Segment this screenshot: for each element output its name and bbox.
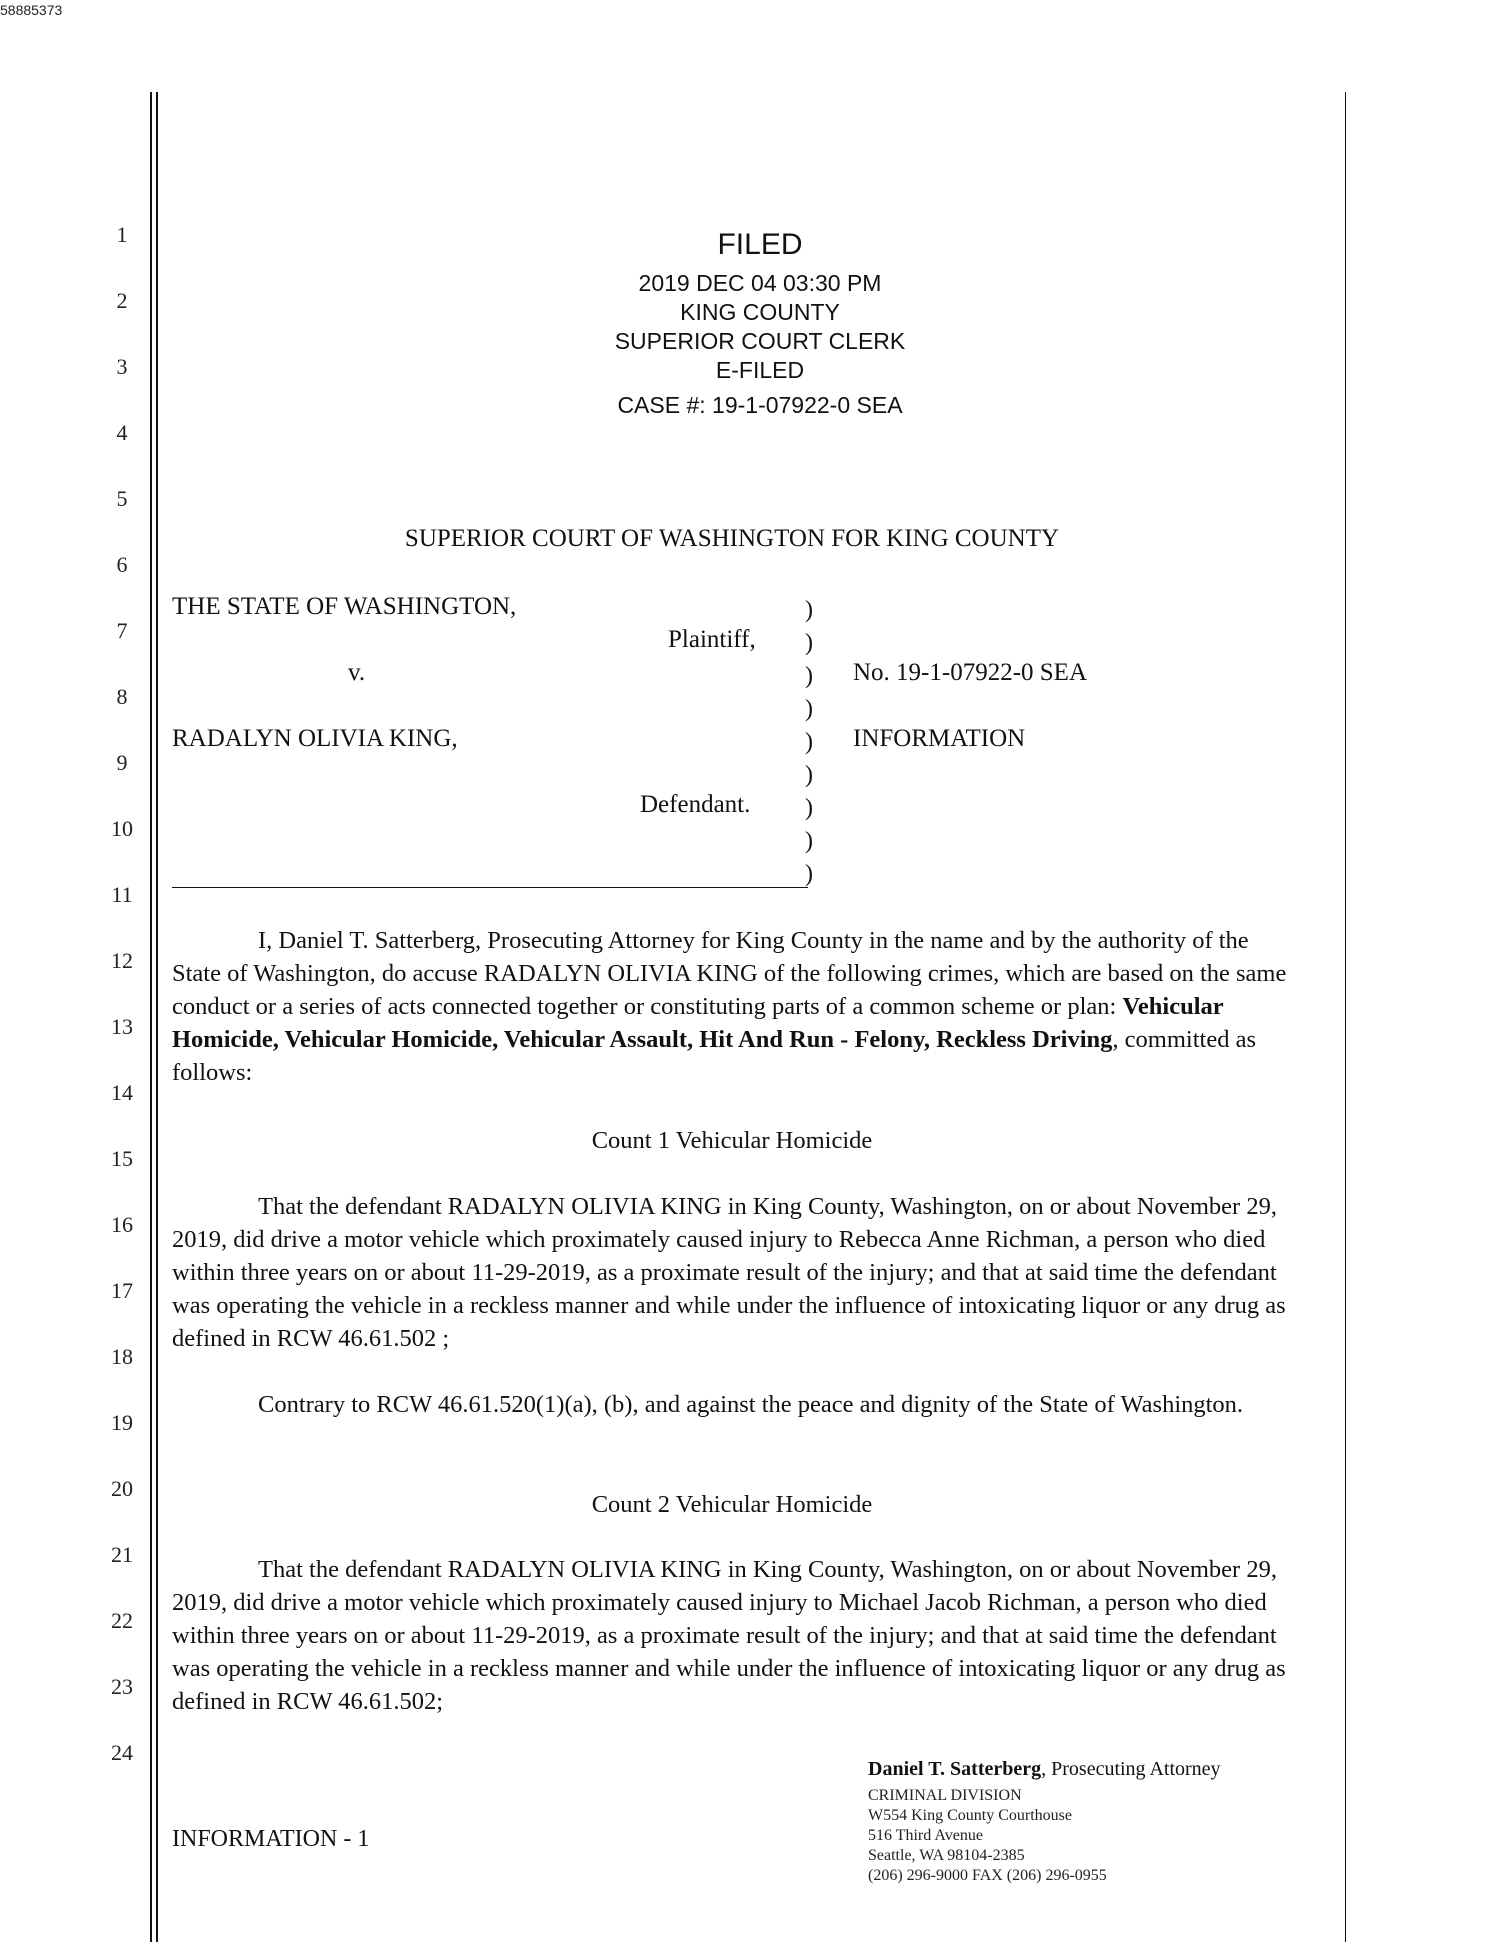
footer-address-2: 516 Third Avenue	[868, 1827, 983, 1844]
intro-tail: , committed as follows:	[172, 1026, 1256, 1086]
footer-division: CRIMINAL DIVISION	[868, 1787, 1022, 1804]
left-margin-rule-outer	[150, 92, 152, 1942]
line-number: 22	[111, 1608, 133, 1633]
count-1-text: That the defendant RADALYN OLIVIA KING in King County, Washington, on or about November 29, 2019, did drive a motor vehicle which proximately caused injury to Rebecca Anne Richman, a person who died within three years on or about 11-29-2019, as a proximate result of the injury; and that at said time the defendant was operating the vehicle in a reckless manner and while under the influence of intoxicating liquor or any drug as defined in RCW 46.61.502 ;	[172, 1193, 1286, 1352]
stamp-county: KING COUNTY	[680, 299, 840, 325]
line-number: 20	[111, 1476, 133, 1501]
caption-underline	[172, 887, 808, 888]
line-number: 19	[111, 1410, 133, 1435]
intro-crimes: Vehicular Homicide, Vehicular Homicide, Vehicular Assault, Hit And Run - Felony, Reckless Driving	[172, 993, 1224, 1053]
line-number: 8	[116, 684, 128, 709]
line-number: 24	[111, 1740, 133, 1765]
line-number: 10	[111, 816, 133, 841]
footer-attorney	[868, 1758, 1221, 1781]
defendant-label: Defendant.	[640, 791, 751, 818]
line-number: 4	[116, 420, 128, 445]
count-1-contrary	[172, 1388, 1292, 1421]
footer-page-label: INFORMATION - 1	[172, 1826, 370, 1852]
line-number: 17	[111, 1278, 133, 1303]
footer-address-1: W554 King County Courthouse	[868, 1807, 1072, 1824]
stamp-case-number: CASE #: 19-1-07922-0 SEA	[617, 392, 903, 418]
plaintiff-label: Plaintiff,	[668, 626, 756, 653]
caption-paren: )	[805, 663, 813, 689]
line-number: 21	[111, 1542, 133, 1567]
footer-attorney-title: , Prosecuting Attorney	[1041, 1758, 1221, 1780]
caption-paren: )	[805, 828, 813, 854]
count-1-body	[172, 1190, 1292, 1355]
caption-paren: )	[805, 630, 813, 656]
document-type: INFORMATION	[853, 725, 1026, 752]
count-2-heading: Count 2 Vehicular Homicide	[591, 1491, 873, 1518]
line-number: 3	[116, 354, 128, 379]
line-number: 5	[116, 486, 128, 511]
caption-paren: )	[805, 729, 813, 755]
line-number: 16	[111, 1212, 133, 1237]
stamp-filed: FILED	[717, 228, 803, 261]
footer-city: Seattle, WA 98104-2385	[868, 1847, 1025, 1864]
line-number: 9	[116, 750, 128, 775]
caption-paren: )	[805, 795, 813, 821]
stamp-date: 2019 DEC 04 03:30 PM	[638, 270, 882, 296]
count-1-heading: Count 1 Vehicular Homicide	[591, 1127, 873, 1154]
count-1-contrary-text: Contrary to RCW 46.61.520(1)(a), (b), and against the peace and dignity of the State of Washington.	[258, 1391, 1244, 1418]
caption-paren: )	[805, 696, 813, 722]
case-number: No. 19-1-07922-0 SEA	[853, 659, 1088, 686]
plaintiff-name: THE STATE OF WASHINGTON,	[172, 593, 517, 620]
footer-attorney-name: Daniel T. Satterberg	[868, 1758, 1042, 1780]
line-number: 15	[111, 1146, 133, 1171]
count-2-body	[172, 1553, 1292, 1718]
stamp-efiled: E-FILED	[715, 357, 805, 383]
line-number: 6	[116, 552, 128, 577]
document-id: 58885373	[0, 2, 63, 18]
line-number: 7	[116, 618, 128, 643]
court-title: SUPERIOR COURT OF WASHINGTON FOR KING COUNTY	[404, 525, 1060, 552]
line-number: 14	[111, 1080, 133, 1105]
line-number: 1	[116, 222, 128, 247]
caption-paren: )	[805, 597, 813, 623]
defendant-name: RADALYN OLIVIA KING,	[172, 725, 458, 752]
line-number: 13	[111, 1014, 133, 1039]
line-number: 2	[116, 288, 128, 313]
right-margin-rule	[1345, 92, 1346, 1942]
footer-phone: (206) 296-9000 FAX (206) 296-0955	[868, 1867, 1107, 1884]
stamp-clerk: SUPERIOR COURT CLERK	[614, 328, 906, 354]
caption-paren: )	[805, 861, 813, 887]
count-2-text: That the defendant RADALYN OLIVIA KING in King County, Washington, on or about November 29, 2019, did drive a motor vehicle which proximately caused injury to Michael Jacob Richman, a person who died within three years on or about 11-29-2019, as a proximate result of the injury; and that at said time the defendant was operating the vehicle in a reckless manner and while under the influence of intoxicating liquor or any drug as defined in RCW 46.61.502;	[172, 1556, 1286, 1715]
versus: v.	[348, 659, 366, 686]
line-number: 11	[111, 882, 133, 907]
line-number: 12	[111, 948, 133, 973]
caption-paren: )	[805, 762, 813, 788]
left-margin-rule-inner	[156, 92, 158, 1942]
line-number: 23	[111, 1674, 133, 1699]
intro-text: I, Daniel T. Satterberg, Prosecuting Attorney for King County in the name and by the authority of the State of Washington, do accuse RADALYN OLIVIA KING of the following crimes, which are based on the same conduct or a series of acts connected together or constituting parts of a common scheme or plan:	[172, 927, 1287, 1020]
intro-paragraph	[172, 924, 1292, 1089]
line-number: 18	[111, 1344, 133, 1369]
